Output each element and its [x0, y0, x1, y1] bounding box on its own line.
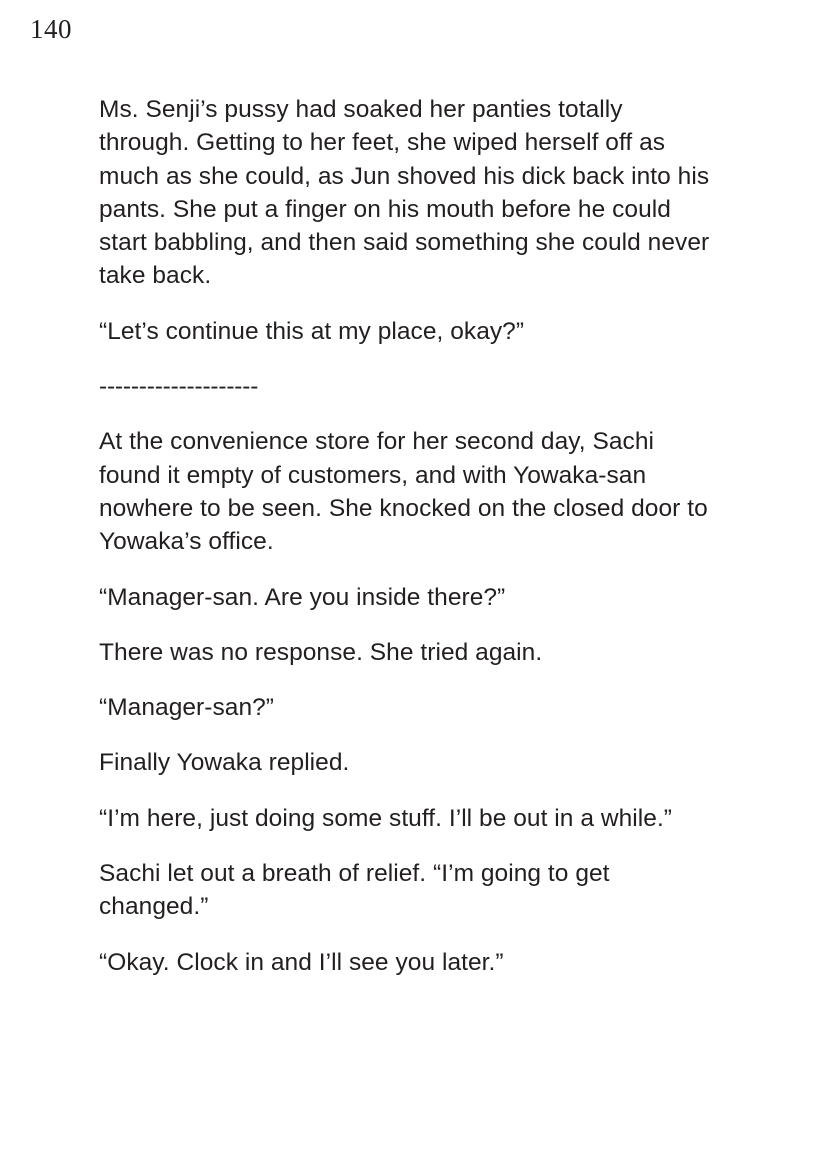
paragraph: “Let’s continue this at my place, okay?”	[99, 317, 525, 345]
scene-divider: --------------------	[99, 373, 259, 401]
body-text-column	[99, 93, 717, 979]
paragraph: “Manager-san. Are you inside there?”	[99, 583, 506, 611]
paragraph: There was no response. She tried again.	[99, 638, 543, 666]
paragraph: At the convenience store for her second day, Sachi found it empty of customers, and with Yowaka-san nowhere to be seen. She knocked on the closed door to Yowaka’s office.	[99, 428, 708, 556]
paragraph: Ms. Senji’s pussy had soaked her panties totally through. Getting to her feet, she wiped herself off as much as she could, as Jun shoved his dick back into his pants. She put a finger on his mouth before he could start babbling, and then said something she could never take back.	[99, 96, 710, 290]
paragraph: “Manager-san?”	[99, 694, 274, 722]
paragraph: “Okay. Clock in and I’ll see you later.”	[99, 948, 504, 976]
paragraph: Sachi let out a breath of relief. “I’m going to get changed.”	[99, 860, 610, 921]
paragraph: “I’m here, just doing some stuff. I’ll be out in a while.”	[99, 804, 673, 832]
paragraph: Finally Yowaka replied.	[99, 749, 350, 777]
page-number: 140	[30, 14, 72, 44]
